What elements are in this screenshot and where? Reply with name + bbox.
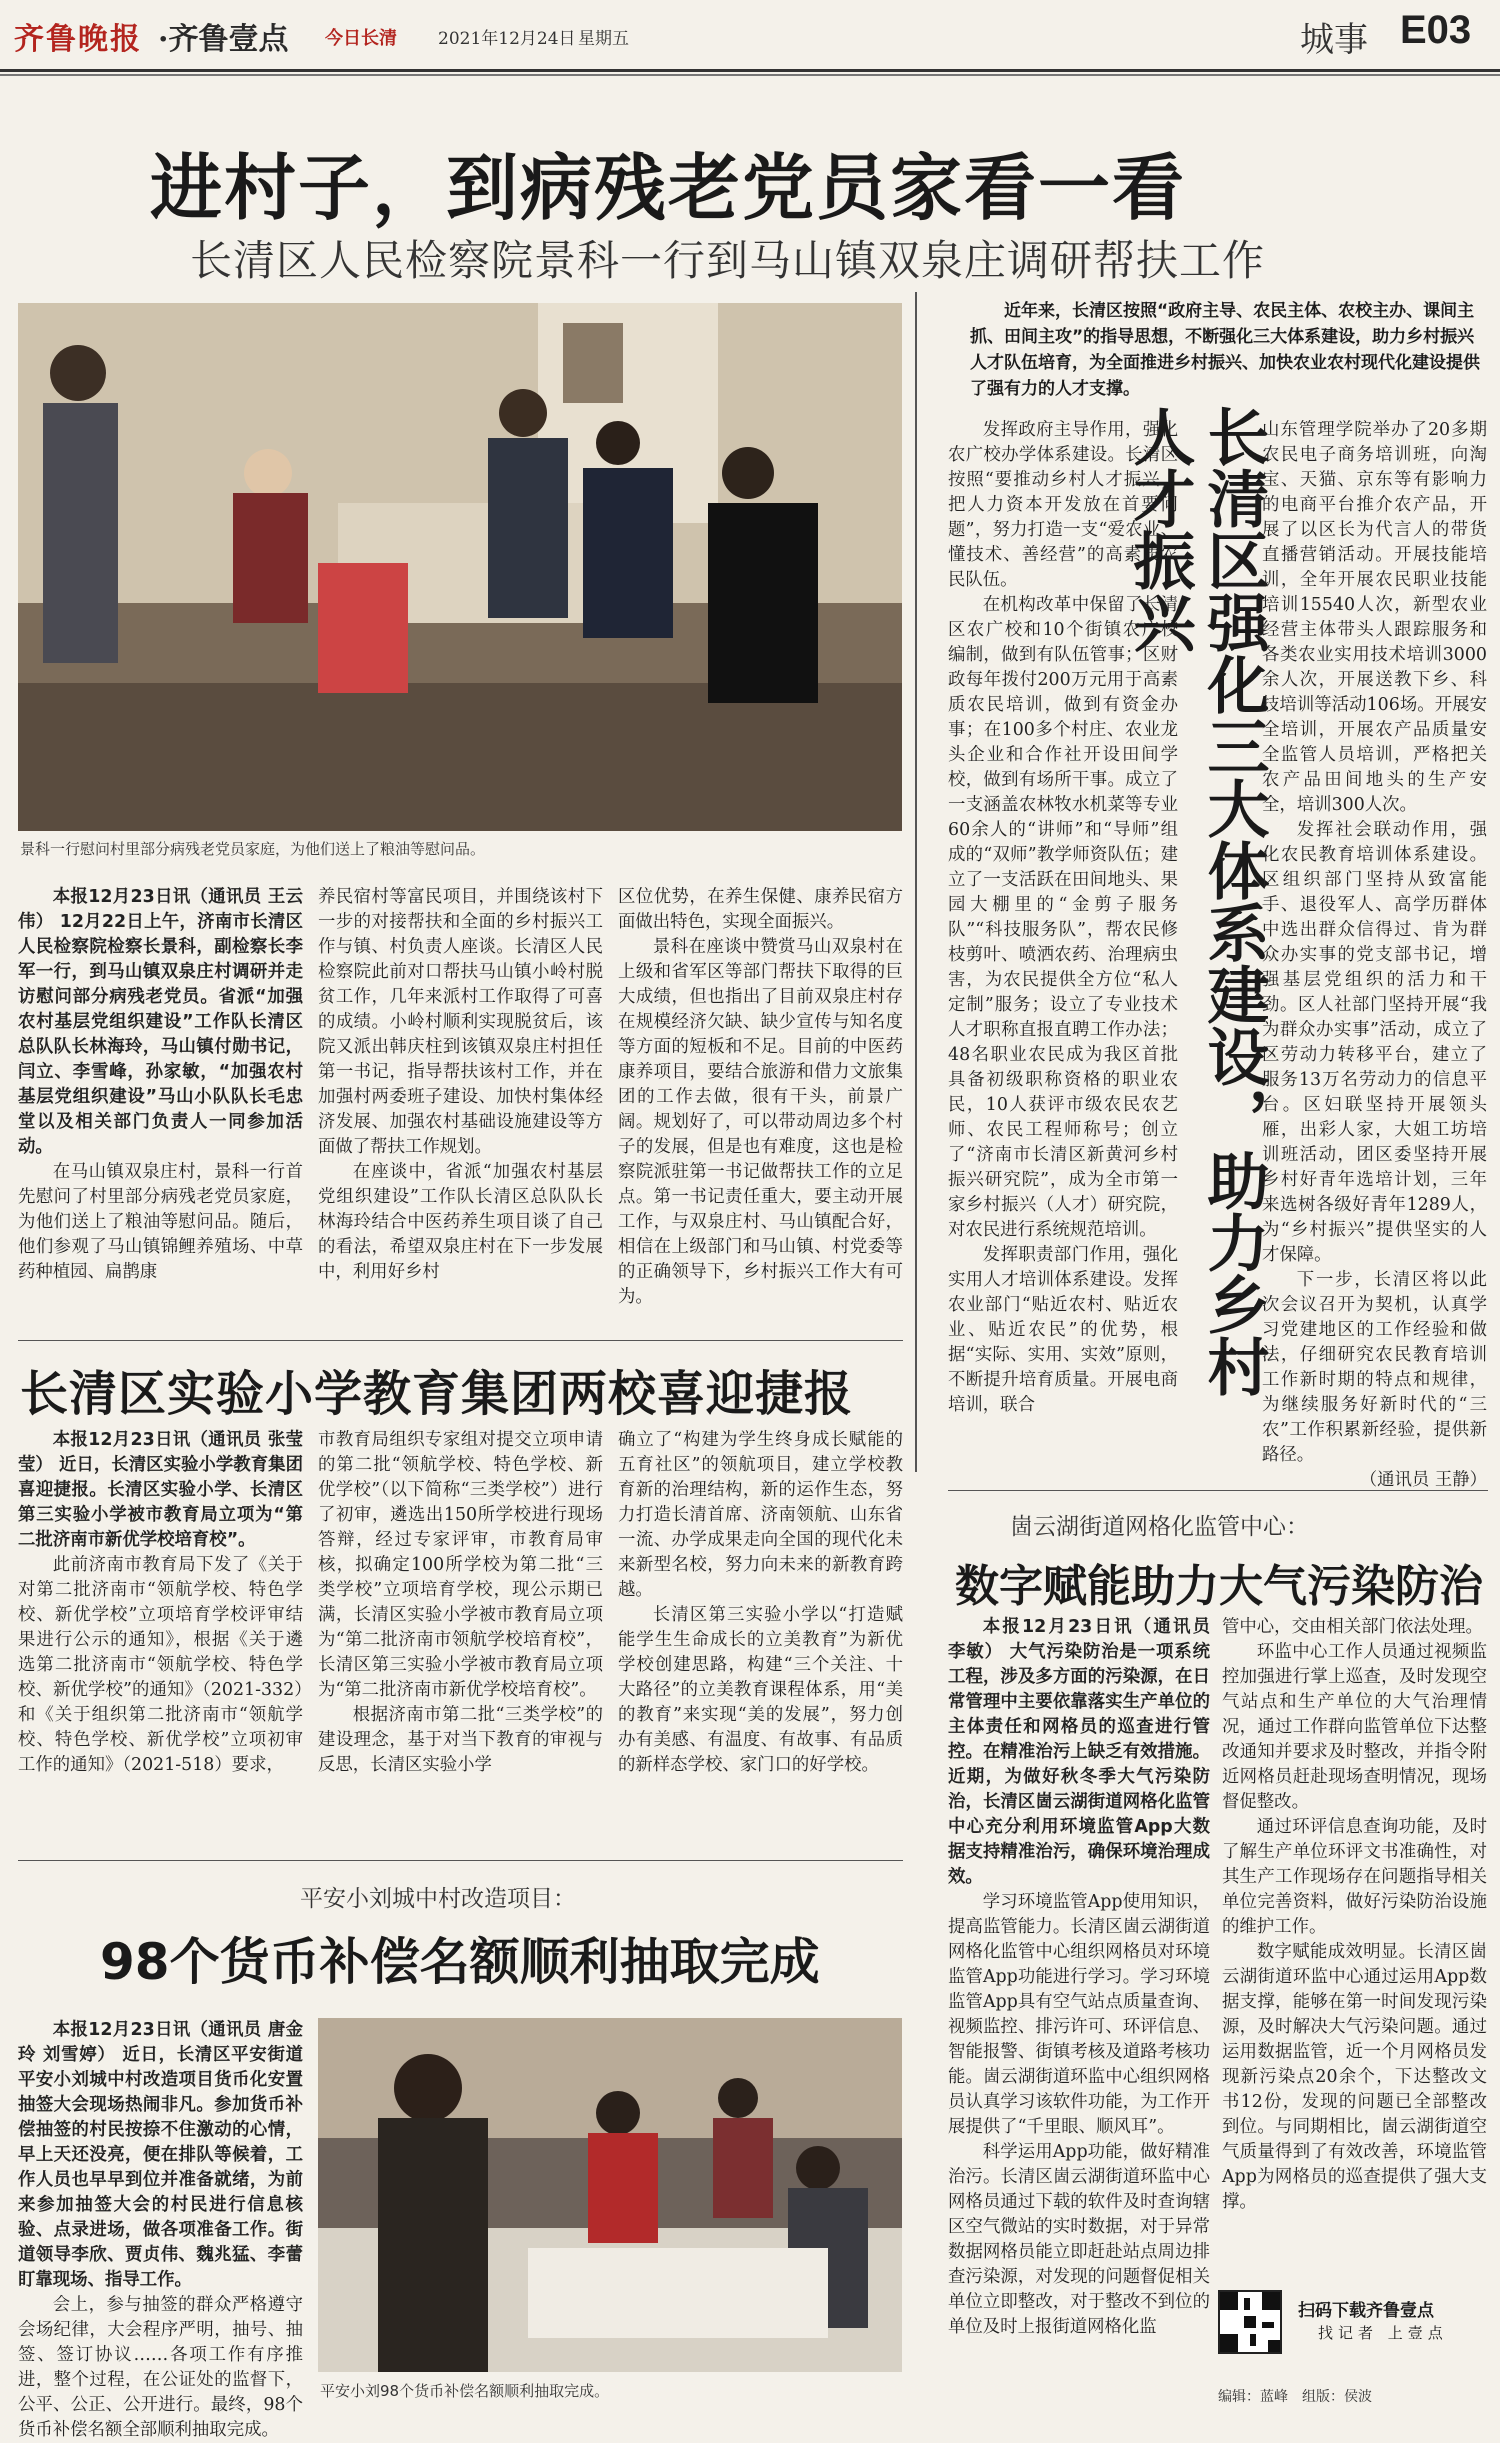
story5-column-1 (18, 2018, 303, 2443)
story3-para: 市教育局组织专家组对提交立项申请的第二批“领航学校、特色学校、新优学校”（以下简称“三类学校”）进行了初审，遴选出150所学校进行现场答辩，经过专家评审，市教育局审核，拟确定100所学校为第二批“三类学校”立项培育学校，现公示期已满，长清区实验小学被市教育局立项为“第二批济南市领航学校培育校”，长清区第三实验小学被市教育局立项为“第二批济南市新优学校培育校”。 (318, 1430, 603, 1700)
story4-column-2 (1222, 1615, 1487, 2215)
story4-para: 管中心，交由相关部门依法处理。 (1222, 1617, 1483, 1637)
story4-para: 环监中心工作人员通过视频监控加强进行掌上巡查，及时发现空气站点和生产单位的大气治理情况，通过工作群向监管单位下达整改通知并要求及时整改，并指令附近网格员赶赴现场查明情况，现场督促整改。 (1222, 1642, 1487, 1812)
story3-column-3 (618, 1428, 903, 1778)
story3-para: 根据济南市第二批“三类学校”的建设理念，基于对当下教育的审视与反思，长清区实验小学 (318, 1705, 603, 1775)
story3-headline: 长清区实验小学教育集团两校喜迎捷报 (20, 1366, 854, 1422)
story5-headline: 98个货币补偿名额顺利抽取完成 (100, 1933, 820, 1991)
story2-byline: （通讯员 王静） (1359, 1470, 1487, 1490)
story2-intro: 近年来，长清区按照“政府主导、农民主体、农校主办、课间主抓、田间主攻”的指导思想，不断强化三大体系建设，助力乡村振兴人才队伍培育，为全面推进乡村振兴、加快农业农村现代化建设提供了强有力的人才支撑。 (970, 301, 1480, 399)
story4-para: 学习环境监管App使用知识，提高监管能力。长清区崮云湖街道网格化监管中心组织网格员对环境监管App功能进行学习。学习环境监管App具有空气站点质量查询、视频监控、排污许可、环评信息、智能报警、街镇考核及道路考核功能。崮云湖街道环监中心组织网格员认真学习该软件功能，为工作开展提供了“千里眼、顺风耳”。 (948, 1892, 1210, 2137)
story2-para: 发挥政府主导作用，强化农广校办学体系建设。长清区按照“要推动乡村人才振兴，把人力资本开发放在首要问题”，努力打造一支“爱农业、懂技术、善经营”的高素质农民队伍。 (948, 420, 1178, 590)
story1-para: 本报12月23日讯（通讯员 王云伟） 12月22日上午，济南市长清区人民检察院检察长景科，副检察长李军一行，到马山镇双泉庄村调研并走访慰问部分病残老党员。省派“加强农村基层党组织建设”工作队长清区总队队长林海玲，马山镇付勋书记，闫立、李雪峰，孙家敏，“加强农村基层党组织建设”马山小队队长毛忠堂以及相关部门负责人一同参加活动。 (18, 887, 303, 1157)
section-name: 城事 (1300, 20, 1368, 60)
story1-photo (18, 303, 902, 831)
story4-column-1 (948, 1615, 1210, 2340)
story2-para: 发挥社会联动作用，强化农民教育培训体系建设。区组织部门坚持从致富能手、退役军人、高学历群体中选出群众信得过、肯为群众办实事的党支部书记，增强基层党组织的活力和干劲。区人社部门坚持开展“我为群众办实事”活动，成立了区劳动力转移平台，建立了服务13万名劳动力的信息平台。区妇联坚持开展领头雁，出彩人家，大姐工坊培训班活动，团区委坚持开展乡村好青年选培计划，三年来选树各级好青年1289人，为“乡村振兴”提供坚实的人才保障。 (1262, 820, 1487, 1265)
section-rule (948, 1490, 1488, 1491)
qr-code-icon[interactable] (1218, 2290, 1282, 2354)
photo-visit-image (18, 303, 902, 831)
photo-lottery-image (318, 2018, 902, 2372)
masthead (0, 0, 1500, 72)
story1-para: 在马山镇双泉庄村，景科一行首先慰问了村里部分病残老党员家庭，为他们送上了粮油等慰问品。随后，他们参观了马山镇锦鲤养殖场、中草药种植园、扁鹊康 (18, 1162, 303, 1282)
story1-headline: 进村子，到病残老党员家看一看 (150, 146, 1187, 230)
story4-headline: 数字赋能助力大气污染防治 (955, 1561, 1483, 1612)
story4-para: 数字赋能成效明显。长清区崮云湖街道环监中心通过运用App数据支撑，能够在第一时间发现污染源，及时解决大气污染问题。通过运用数据监管，近一个月网格员发现新污染点20余个，下达整改文书12份，发现的问题已全部整改到位。与同期相比，崮云湖街道空气质量得到了有效改善，环境监管App为网格员的巡查提供了强大支撑。 (1222, 1942, 1487, 2212)
story5-para: 会上，参与抽签的群众严格遵守会场纪律，大会程序严明，抽号、抽签、签订协议……各项工作有序推进，整个过程，在公证处的监督下，公平、公正、公开进行。最终，98个货币补偿名额全部顺利抽取完成。 (18, 2295, 303, 2440)
story1-para: 养民宿村等富民项目，并围绕该村下一步的对接帮扶和全面的乡村振兴工作与镇、村负责人座谈。长清区人民检察院此前对口帮扶马山镇小岭村脱贫工作，几年来派村工作取得了可喜的成绩。小岭村顺利实现脱贫后，该院又派出韩庆柱到该镇双泉庄村担任第一书记，指导帮扶该村工作，并在加强村两委班子建设、加快村集体经济发展、加强农村基础设施建设等方面做了帮扶工作规划。 (318, 887, 603, 1157)
page-number: E03 (1400, 8, 1472, 52)
issue-weekday: 星期五 (578, 29, 629, 49)
story4-kicker: 崮云湖街道网格化监管中心： (1010, 1514, 1309, 1540)
story1-para: 在座谈中，省派“加强农村基层党组织建设”工作队长清区总队队长林海玲结合中医药养生项目谈了自己的看法，希望双泉庄村在下一步发展中，利用好乡村 (318, 1162, 603, 1282)
qr-subcaption: 找记者 上壹点 (1318, 2324, 1448, 2342)
story1-photo-caption: 景科一行慰问村里部分病残老党员家庭，为他们送上了粮油等慰问品。 (20, 840, 486, 858)
story3-para: 此前济南市教育局下发了《关于对第二批济南市“领航学校、特色学校、新优学校”立项培育学校评审结果进行公示的通知》，根据《关于遴选第二批济南市“领航学校、特色学校、新优学校”的通知》（2021-332）和《关于组织第二批济南市“领航学校、特色学校、新优学校”立项初审工作的通知》（2021-518）要求， (18, 1555, 303, 1775)
section-rule (18, 1860, 903, 1861)
story3-para: 确立了“构建为学生终身成长赋能的五育社区”的领航项目，建立学校教育新的治理结构，新的运作生态，努力打造长清首席、济南领航、山东省一流、办学成果走向全国的现代化未来新型名校，努力向未来的新教育跨越。 (618, 1430, 903, 1600)
story1-column-3 (618, 885, 903, 1310)
story3-para: 本报12月23日讯（通讯员 张莹莹） 近日，长清区实验小学教育集团喜迎捷报。长清区实验小学、长清区第三实验小学被市教育局立项为“第二批济南市新优学校培育校”。 (18, 1430, 303, 1550)
section-rule (18, 1340, 903, 1341)
editor-credit: 编辑：蓝峰 组版：侯波 (1218, 2389, 1372, 2405)
story3-column-1 (18, 1428, 303, 1778)
story3-para: 长清区第三实验小学以“打造赋能学生生命成长的立美教育”为新优学校创建思路，构建“三个关注、十大路径”的立美教育课程体系，用“美的教育”来实现“美的发展”，努力创办有美感、有温度、有故事、有品质的新样态学校、家门口的好学校。 (618, 1605, 903, 1775)
story4-para: 本报12月23日讯（通讯员 李敏） 大气污染防治是一项系统工程，涉及多方面的污染源，在日常管理中主要依靠落实生产单位的主体责任和网格员的巡查进行管控。在精准治污上缺乏有效措施。近期，为做好秋冬季大气污染防治，长清区崮云湖街道网格化监管中心充分利用环境监管App大数据支持精准治污，确保环境治理成效。 (948, 1617, 1210, 1887)
story2-para: 发挥职责部门作用，强化实用人才培训体系建设。发挥农业部门“贴近农村、贴近农业、贴近农民”的优势，根据“实际、实用、实效”原则，不断提升培育质量。开展电商培训，联合 (948, 1245, 1178, 1415)
masthead-rule (0, 74, 1500, 76)
brand-logo-qilu-yidian: ·齐鲁壹点 (158, 22, 289, 57)
story1-para: 区位优势，在养生保健、康养民宿方面做出特色，实现全面振兴。 (618, 887, 903, 932)
story5-para: 本报12月23日讯（通讯员 唐金玲 刘雪婷） 近日，长清区平安街道平安小刘城中村改造项目货币化安置抽签大会现场热闹非凡。参加货币补偿抽签的村民按捺不住激动的心情，早上天还没亮，便在排队等候着，工作人员也早早到位并准备就绪，为前来参加抽签大会的村民进行信息核验、点录进场，做各项准备工作。街道领导李欣、贾贞伟、魏兆猛、李蕾盯靠现场、指导工作。 (18, 2020, 303, 2290)
story4-para: 科学运用App功能，做好精准治污。长清区崮云湖街道环监中心网格员通过下载的软件及时查询辖区空气微站的实时数据，对于异常数据网格员能立即赶赴站点周边排查污染源，对发现的问题督促相关单位立即整改，对于整改不到位的单位及时上报街道网格化监 (948, 2142, 1210, 2337)
story5-photo-caption: 平安小刘98个货币补偿名额顺利抽取完成。 (320, 2382, 610, 2400)
column-divider (915, 292, 917, 1472)
story2-para: 在机构改革中保留了长清区农广校和10个街镇农广校编制，做到有队伍管事；区财政每年拨付200万元用于高素质农民培训，做到有资金办事；在100多个村庄、农业龙头企业和合作社开设田间学校，做到有场所干事。成立了一支涵盖农林牧水机菜等专业60余人的“讲师”和“导师”组成的“双师”教学师资队伍；建立了一支活跃在田间地头、果园大棚里的“金剪子服务队”“科技服务队”，帮农民修枝剪叶、喷洒农药、治理病虫害，为农民提供全方位“私人定制”服务；设立了专业技术人才职称直报直聘工作办法；48名职业农民成为我区首批具备初级职称资格的职业农民，10人获评市级农民农艺师、农民工程师称号；创立了“济南市长清区新黄河乡村振兴研究院”，成为全市第一家乡村振兴（人才）研究院，对农民进行系统规范培训。 (948, 595, 1178, 1240)
story4-para: 通过环评信息查询功能，及时了解生产单位环评文书准确性，对其生产工作现场存在问题指导相关单位完善资料，做好污染防治设施的维护工作。 (1222, 1817, 1487, 1937)
story1-column-1 (18, 885, 303, 1285)
story2-para: 山东管理学院举办了20多期农民电子商务培训班，向淘宝、天猫、京东等有影响力的电商平台推介农产品，开展了以区长为代言人的带货直播营销活动。开展技能培训，全年开展农民职业技能培训15540人次，新型农业经营主体带头人跟踪服务和各类农业实用技术培训3000余人次，开展送教下乡、科技培训等活动106场。开展安全培训，开展农产品质量安全监管人员培训，严格把关农产品田间地头的生产安全，培训300人次。 (1262, 420, 1487, 815)
story1-subhead: 长清区人民检察院景科一行到马山镇双泉庄调研帮扶工作 (190, 236, 1266, 285)
issue-date: 2021年12月24日 (438, 29, 576, 49)
story2-para: 下一步，长清区将以此次会议召开为契机，认真学习党建地区的工作经验和做法，仔细研究农民教育培训工作新时期的特点和规律，为继续服务好新时代的“三农”工作积累新经验，提供新路径。 (1262, 1270, 1487, 1465)
story1-column-2 (318, 885, 603, 1285)
edition-label: 今日长清 (325, 28, 397, 49)
story1-para: 景科在座谈中赞赏马山双泉村在上级和省军区等部门帮扶下取得的巨大成绩，但也指出了目前双泉庄村存在规模经济欠缺、缺少宣传与知名度等方面的短板和不足。目前的中医药康养项目，要结合旅游和借力文旅集团的工作去做，很有干头，前景广阔。规划好了，可以带动周边多个村子的发展，但是也有难度，这也是检察院派驻第一书记做帮扶工作的立足点。第一书记责任重大，要主动开展工作，与双泉庄村、马山镇配合好，相信在上级部门和马山镇、村党委等的正确领导下，乡村振兴工作大有可为。 (618, 937, 903, 1307)
story3-column-2 (318, 1428, 603, 1778)
story5-kicker: 平安小刘城中村改造项目： (300, 1886, 576, 1912)
story2-title: 长清区强化三大体系建设，助力乡村人才振兴 (1123, 405, 1270, 1397)
story2-column-2 (1262, 418, 1487, 1493)
story5-photo (318, 2018, 902, 2372)
brand-logo: 齐鲁晚报 (14, 22, 142, 57)
qr-caption: 扫码下载齐鲁壹点 (1298, 2301, 1434, 2321)
